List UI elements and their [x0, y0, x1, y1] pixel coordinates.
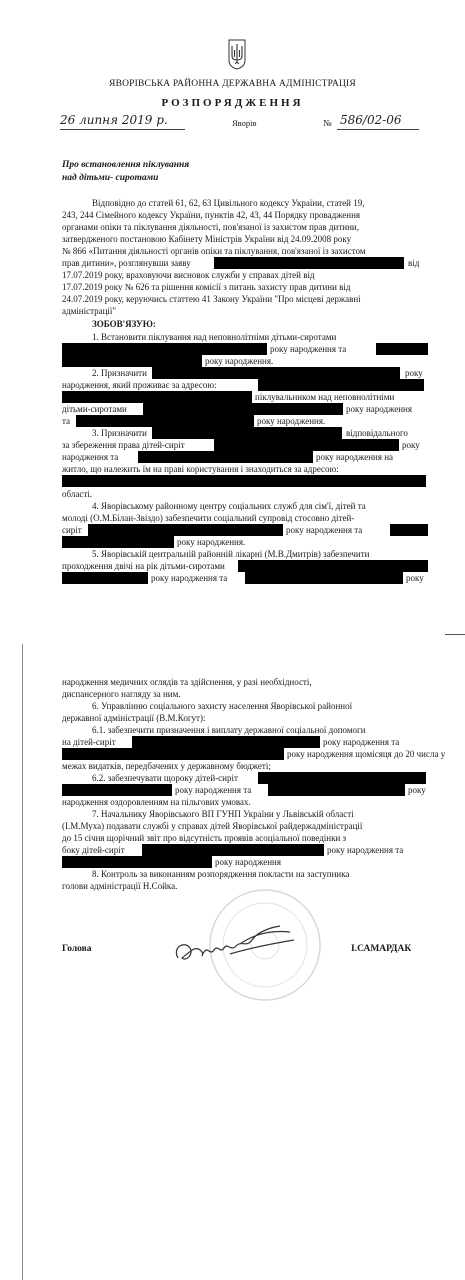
document-number: 586/02-06 — [340, 113, 402, 127]
item-1-line: року народження. — [205, 356, 274, 366]
redacted-block — [62, 784, 172, 796]
preamble-line: адміністрації" — [62, 306, 117, 316]
agency-name: ЯВОРІВСЬКА РАЙОННА ДЕРЖАВНА АДМІНІСТРАЦІЯ — [109, 79, 356, 89]
item-6-2-line: року народження та — [175, 785, 252, 795]
item-5-line: року — [406, 573, 424, 583]
item-3-line: відповідального — [346, 428, 408, 438]
redacted-block — [245, 572, 403, 584]
redacted-block — [152, 427, 342, 439]
item-7-line: року народження та — [327, 845, 404, 855]
item-2-line: піклувальником над неповнолітніми — [255, 392, 395, 402]
redacted-block — [268, 784, 405, 796]
preamble-line: затвердженого постановою Кабінету Міністрів України від 24.09.2008 року — [62, 234, 352, 244]
number-sign: № — [323, 118, 332, 128]
item-3-line: 3. Призначити — [92, 428, 147, 438]
redacted-block — [390, 524, 428, 536]
item-6-1-line: 6.1. забезпечити призначення і виплату державної соціальної допомоги — [92, 725, 366, 735]
item-6-1-line: на дітей-сиріт — [62, 737, 116, 747]
item-5-continued: народження медичних оглядів та здійснення, у разі необхідності, — [62, 677, 312, 687]
preamble-line: 243, 244 Сімейного кодексу України, пунктів 42, 43, 44 Порядку провадження — [62, 210, 361, 220]
item-2-line: року — [405, 368, 423, 378]
redacted-block — [62, 536, 174, 548]
item-3-line: року — [402, 440, 420, 450]
item-6-1-line: року народження щомісяця до 20 числа у — [287, 749, 446, 759]
item-7-line: року народження — [215, 857, 281, 867]
page-fold-mark — [445, 634, 465, 635]
item-4-line: молоді (О.М.Білан-Звіздо) забезпечити соціальний супровід стосовно дітей- — [62, 513, 355, 523]
redacted-block — [88, 524, 283, 536]
item-6-1-line: року народження та — [323, 737, 400, 747]
redacted-block — [152, 367, 400, 379]
preamble-line: 17.07.2019 року № 626 та рішення комісії з питань захисту прав дитини від — [62, 282, 351, 292]
item-7-line: (І.М.Муха) подавати службі у справах дітей Яворівської райдержадміністрації — [62, 821, 363, 831]
item-6-1-line: межах видатків, передбачених у державному бюджеті; — [62, 761, 271, 771]
trident-emblem-icon — [228, 38, 246, 70]
preamble-line: органами опіки та піклування діяльності, пов'язаної із захистом прав дитини, — [62, 222, 359, 232]
item-6-line: 6. Управлінню соціального захисту населення Яворівської районної — [92, 701, 353, 711]
item-3-line: народження та — [62, 452, 119, 462]
redacted-block — [62, 572, 148, 584]
item-3-line: року народження на — [316, 452, 394, 462]
item-5-continued: диспансерного нагляду за ним. — [62, 689, 181, 699]
redacted-block — [376, 343, 428, 355]
item-2-line: року народження — [346, 404, 412, 414]
redacted-block — [132, 736, 320, 748]
item-6-line: державної адміністрації (В.М.Когут): — [62, 713, 206, 723]
item-2-line: року народження. — [257, 416, 326, 426]
item-4-line: 4. Яворівському районному центру соціальних служб для сім'ї, дітей та — [92, 501, 366, 511]
redacted-block — [62, 343, 267, 355]
signatory-title: Голова — [62, 944, 92, 954]
preamble-line: 24.07.2019 року, керуючись статтею 41 Закону України "Про місцеві державні — [62, 294, 361, 304]
item-8-line: 8. Контроль за виконанням розпорядження покласти на заступника — [92, 869, 350, 879]
item-2-line: 2. Призначити — [92, 368, 147, 378]
item-4-line: сиріт — [62, 525, 82, 535]
redacted-block — [62, 391, 252, 403]
signatory-name: І.САМАРДАК — [351, 944, 412, 954]
redacted-block — [258, 772, 426, 784]
item-1-line: 1. Встановити піклування над неповнолітніми дітьми-сиротами — [92, 332, 337, 342]
item-7-line: 7. Начальнику Яворівського ВП ГУНП України у Львівській області — [92, 809, 354, 819]
date-underline — [60, 129, 185, 130]
redacted-block — [62, 475, 426, 487]
redacted-block — [143, 403, 343, 415]
item-7-line: боку дітей-сиріт — [62, 845, 125, 855]
preamble-line: прав дитини», розглянувши заяву — [62, 258, 191, 268]
obliges-heading: ЗОБОВ'ЯЗУЮ: — [92, 319, 156, 329]
redacted-block — [258, 379, 424, 391]
redacted-block — [62, 355, 202, 367]
preamble-line: від — [408, 258, 420, 268]
item-6-2-line: народження оздоровленням на пільгових умовах. — [62, 797, 251, 807]
subject-line-2: над дітьми- сиротами — [62, 173, 159, 183]
item-2-line: та — [62, 416, 71, 426]
item-2-line: народження, який проживає за адресою: — [62, 380, 217, 390]
item-3-line: житло, що належить їм на праві користування і знаходиться за адресою: — [62, 464, 339, 474]
redacted-block — [62, 856, 212, 868]
redacted-block — [238, 560, 428, 572]
redacted-block — [214, 257, 404, 269]
item-6-2-line: 6.2. забезпечувати щороку дітей-сиріт — [92, 773, 238, 783]
item-7-line: до 15 січня щорічний звіт про відсутність проявів асоціальної поведінки з — [62, 833, 347, 843]
preamble-line: № 866 «Питання діяльності органів опіки та піклування, пов'язаної із захистом — [62, 246, 366, 256]
item-4-line: року народження. — [177, 537, 246, 547]
document-type: РОЗПОРЯДЖЕННЯ — [161, 97, 304, 109]
item-5-line: проходження двічі на рік дітьми-сиротами — [62, 561, 225, 571]
item-3-line: за збереження права дітей-сиріт — [62, 440, 185, 450]
item-3-line: області. — [62, 489, 93, 499]
redacted-block — [138, 451, 313, 463]
redacted-block — [76, 415, 254, 427]
redacted-block — [214, 439, 399, 451]
document-date: 26 липня 2019 р. — [60, 113, 168, 127]
redacted-block — [62, 748, 284, 760]
item-6-2-line: року — [408, 785, 426, 795]
item-2-line: дітьми-сиротами — [62, 404, 127, 414]
item-1-line: року народження та — [270, 344, 347, 354]
subject-line-1: Про встановлення піклування — [62, 160, 190, 170]
number-underline — [337, 129, 419, 130]
item-4-line: року народження та — [286, 525, 363, 535]
document-place: Яворів — [232, 118, 257, 128]
item-8-line: голови адміністрації Н.Сойка. — [62, 881, 178, 891]
page-gap — [0, 636, 465, 644]
handwritten-signature-icon — [170, 918, 300, 970]
preamble-line: 17.07.2019 року, враховуючи висновок служби у справах дітей від — [62, 270, 315, 280]
preamble-line: Відповідно до статей 61, 62, 63 Цивільного кодексу України, статей 19, — [92, 198, 365, 208]
redacted-block — [142, 844, 324, 856]
item-5-line: 5. Яворівській центральній районній лікарні (М.В.Дмитрів) забезпечити — [92, 549, 370, 559]
item-5-line: року народження та — [151, 573, 228, 583]
